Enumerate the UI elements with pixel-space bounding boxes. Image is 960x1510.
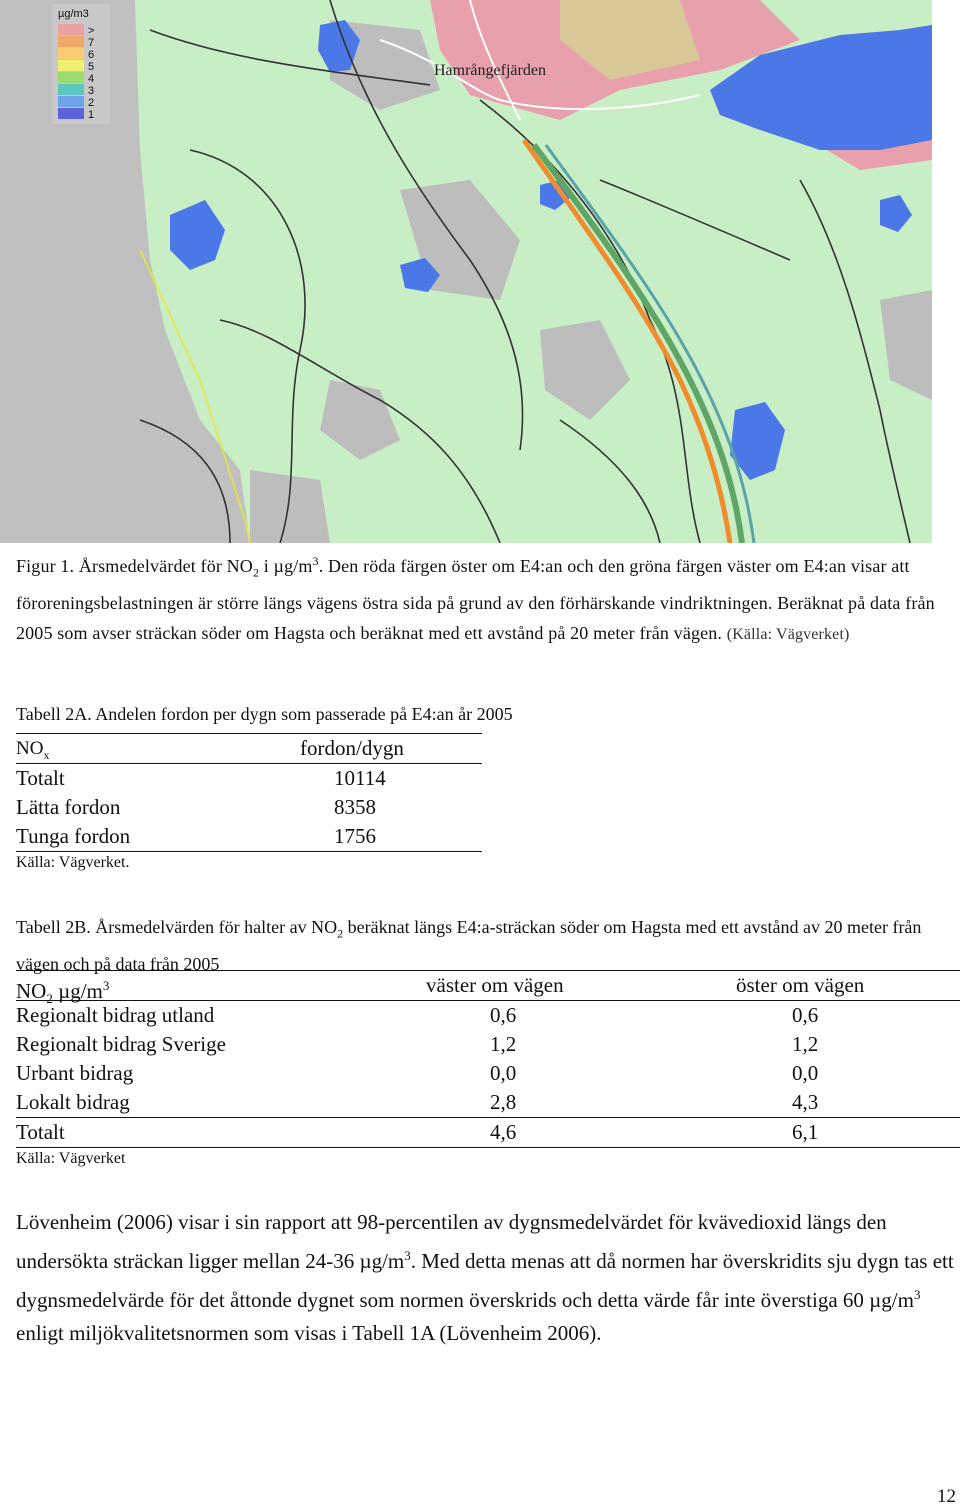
table-row xyxy=(16,822,482,851)
table-row xyxy=(16,1059,960,1088)
table-2b-cell-east: 0,0 xyxy=(792,1061,819,1085)
legend-level-label: 2 xyxy=(88,97,95,109)
caption-text-2: i µg/m xyxy=(259,556,313,576)
table-2b-cell-west: 1,2 xyxy=(490,1032,517,1056)
table-2b-cell-label: Regionalt bidrag utland xyxy=(16,1003,215,1027)
table-2a-source: Källa: Vägverket. xyxy=(16,854,130,871)
caption-text-3: . Den röda färgen öster om E4:an och den gröna färgen väster om E4:an visar att föroreningsbelastningen är större längs vägens östra sida på grund av den förhärskande vindriktningen. Beräknat på data från 2005 som avser sträckan söder om Hagsta och beräknat med ett avstånd på 20 meter från vägen. xyxy=(16,556,935,643)
table-2b-cell-label: Urbant bidrag xyxy=(16,1061,134,1085)
table-2b-title: Tabell 2B. Årsmedelvärden för halter av $NO_2$ beräknat längs E4:a-sträckan söder om Hagsta med ett avstånd av 20 meter från vägen och på data från 2005 xyxy=(16,917,922,974)
table-2b-cell-west: 0,6 xyxy=(490,1003,517,1027)
legend-swatch-1 xyxy=(58,24,84,35)
table-2b-header xyxy=(16,971,960,1007)
table-2a-cell-label: Totalt xyxy=(16,766,65,790)
table-2a-header-col1: $NO_x$ xyxy=(16,738,50,762)
table-2b-cell-label: Regionalt bidrag Sverige xyxy=(16,1032,226,1056)
table-2b-cell-east: 4,3 xyxy=(792,1090,819,1114)
legend-swatch-6 xyxy=(58,84,84,95)
table-2b-bottom-rule xyxy=(16,1147,960,1148)
caption-source: (Källa: Vägverket) xyxy=(726,625,850,643)
table-2b-cell-label: Totalt xyxy=(16,1120,65,1144)
table-row xyxy=(16,793,482,822)
table-2b-cell-west: 2,8 xyxy=(490,1090,517,1114)
table-2a-header-col2: fordon/dygn xyxy=(300,736,404,760)
legend-swatch-5 xyxy=(58,72,84,83)
legend-swatch-4 xyxy=(58,60,84,71)
table-row xyxy=(16,1001,960,1030)
table-2b-cell-west: 0,0 xyxy=(490,1061,517,1085)
legend-level-label: 7 xyxy=(88,37,95,49)
table-2b-header-col1: $NO_2$ $\mu g/m^3$ xyxy=(16,978,110,1007)
legend-level-label: 5 xyxy=(88,61,95,73)
table-2b-cell-east: 0,6 xyxy=(792,1003,819,1027)
table-2a-bottom-rule xyxy=(16,851,482,852)
table-2a-cell-label: Lätta fordon xyxy=(16,795,121,819)
table-2b-cell-east: 6,1 xyxy=(792,1120,819,1144)
table-2b-cell-west: 4,6 xyxy=(490,1120,517,1144)
table-2a-title: Tabell 2A. Andelen fordon per dygn som passerade på E4:an år 2005 xyxy=(16,704,513,724)
table-row xyxy=(16,1030,960,1059)
table-2a xyxy=(16,733,482,872)
legend-level-label: 3 xyxy=(88,85,95,97)
table-2b-header-col2: väster om vägen xyxy=(426,973,564,997)
caption-sub: 2 xyxy=(252,565,260,580)
figure-caption xyxy=(16,546,946,650)
legend-swatch-7 xyxy=(58,96,84,107)
table-row xyxy=(16,1118,960,1147)
legend-swatch-2 xyxy=(58,36,84,47)
legend-level-label: 1 xyxy=(88,109,95,121)
table-row xyxy=(16,1088,960,1117)
table-2b-cell-label: Lokalt bidrag xyxy=(16,1090,130,1114)
table-2a-cell-label: Tunga fordon xyxy=(16,824,131,848)
table-2a-cell-value: 8358 xyxy=(334,795,376,819)
table-2b xyxy=(16,970,960,1168)
legend-level-label: 4 xyxy=(88,73,95,85)
no2-dispersion-map xyxy=(0,0,932,543)
legend-swatch-8 xyxy=(58,108,84,119)
body-paragraph: Lövenheim (2006) visar i sin rapport att 98-percentilen av dygnsmedelvärdet för kvävedioxid längs den undersökta sträckan ligger mellan 24-36 $\mu g/m^3$. Med detta menas att då normen har överskridits sju dygn tas ett dygnsmedelvärde för det åttonde dygnet som normen överskrids och detta värde får inte överstiga 60 $\mu g/m^3$ enligt miljökvalitetsnormen som visas i Tabell 1A (Lövenheim 2006). xyxy=(16,1210,954,1345)
table-2a-cell-value: 10114 xyxy=(334,766,386,790)
legend-unit: µg/m3 xyxy=(58,8,89,20)
caption-text-1: Figur 1. Årsmedelvärdet för NO xyxy=(16,556,253,576)
table-2b-header-col3: öster om vägen xyxy=(736,973,865,997)
page-number: 12 xyxy=(937,1486,956,1507)
table-2b-source: Källa: Vägverket xyxy=(16,1150,126,1167)
legend-level-label: 6 xyxy=(88,49,95,61)
table-2b-cell-east: 1,2 xyxy=(792,1032,819,1056)
table-2a-cell-value: 1756 xyxy=(334,824,376,848)
map-legend xyxy=(52,4,110,124)
table-row xyxy=(16,764,482,793)
legend-level-label: > xyxy=(88,25,95,37)
map-place-label: Hamrångefjärden xyxy=(434,62,546,79)
caption-sup: 3 xyxy=(312,554,319,568)
legend-swatch-3 xyxy=(58,48,84,59)
table-2a-header xyxy=(16,734,482,763)
